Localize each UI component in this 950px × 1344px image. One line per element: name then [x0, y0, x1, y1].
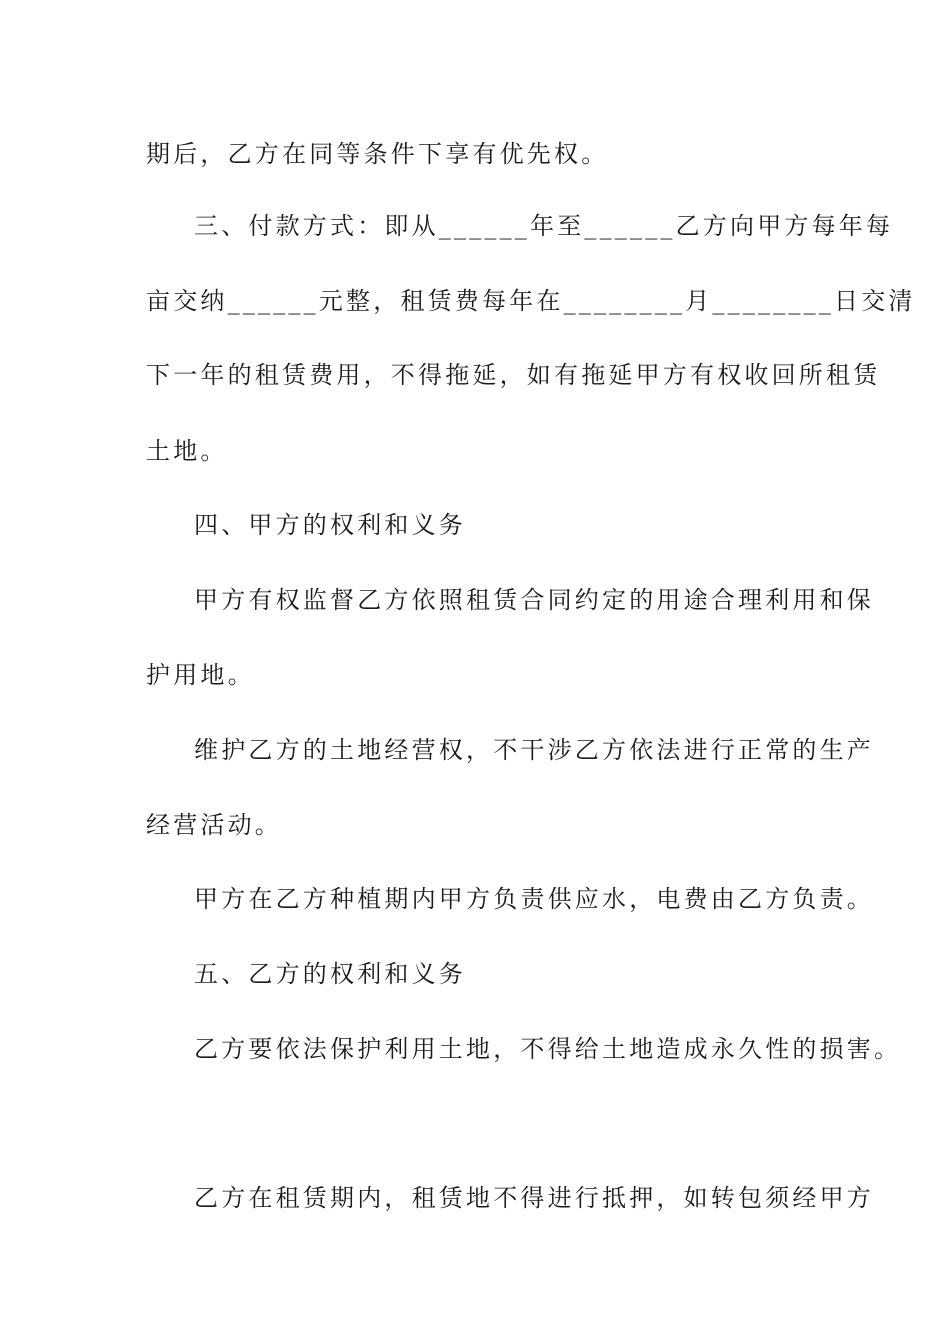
- text-line-11: 甲方在乙方种植期内甲方负责供应水，电费由乙方负责。: [194, 885, 874, 913]
- text-line-2: 三、付款方式：即从______年至______乙方向甲方每年每: [194, 212, 894, 240]
- text-line-4: 下一年的租赁费用，不得拖延，如有拖延甲方有权收回所租赁: [146, 361, 881, 389]
- text-line-13: 乙方要依法保护利用土地，不得给土地造成永久性的损害。: [194, 1035, 902, 1063]
- text-line-5: 土地。: [146, 437, 228, 465]
- text-line-10: 经营活动。: [146, 811, 282, 839]
- section-heading-5: 五、乙方的权利和义务: [194, 960, 466, 988]
- text-line-9: 维护乙方的土地经营权，不干涉乙方依法进行正常的生产: [194, 736, 874, 764]
- text-line-1: 期后，乙方在同等条件下享有优先权。: [146, 140, 609, 168]
- text-line-14: 乙方在租赁期内，租赁地不得进行抵押，如转包须经甲方: [194, 1184, 874, 1212]
- section-heading-4: 四、甲方的权利和义务: [194, 511, 466, 539]
- text-line-7: 甲方有权监督乙方依照租赁合同约定的用途合理利用和保: [194, 586, 874, 614]
- text-line-3: 亩交纳______元整，租赁费每年在________月________日交清: [146, 287, 916, 315]
- text-line-8: 护用地。: [146, 661, 255, 689]
